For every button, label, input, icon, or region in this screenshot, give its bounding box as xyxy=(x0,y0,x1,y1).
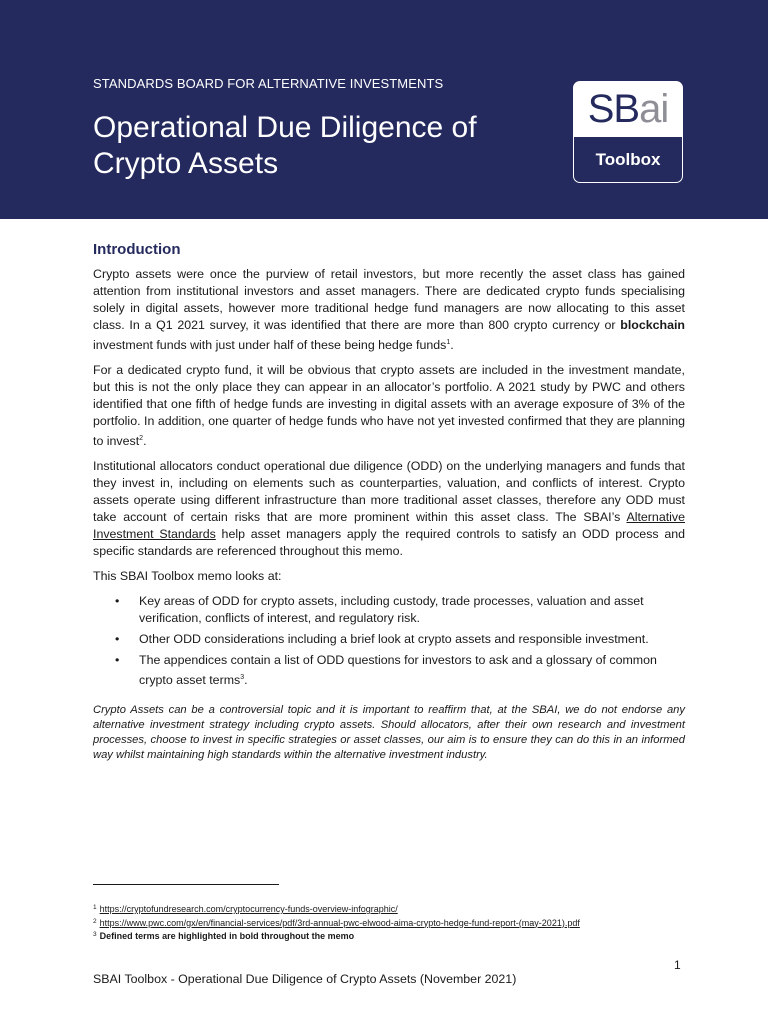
bullet-text-2: Other ODD considerations including a brief look at crypto assets and responsible investment. xyxy=(139,632,649,647)
intro-paragraph-3 xyxy=(93,458,685,560)
footnote-1 xyxy=(93,902,693,916)
footnote-ref-3[interactable]: 3 xyxy=(240,674,245,682)
defined-term-blockchain: blockchain xyxy=(620,318,685,332)
footnote-2 xyxy=(93,916,693,930)
section-heading: Introduction xyxy=(93,241,181,258)
p2-text: For a dedicated crypto fund, it will be obvious that crypto assets are included in the investment mandate, but this is not the only place they can appear in an allocator’s portfolio. A 2021 study by PWC and others identified that one fifth of hedge funds are investing in digital assets with an average exposure of 3% of the portfolio. In addition, one quarter of hedge funds who have not yet invested confirmed that they are planning to invest xyxy=(93,363,685,449)
page-number: 1 xyxy=(674,958,681,972)
footnote-link-pwc-report[interactable]: https://www.pwc.com/gx/en/financial-services/pdf/3rd-annual-pwc-elwood-aima-crypto-hedge-fund-report-(may-2021).pdf xyxy=(99,917,580,928)
page-footer: SBAI Toolbox - Operational Due Diligence of Crypto Assets (November 2021) xyxy=(93,972,517,986)
intro-paragraph-1 xyxy=(93,266,685,354)
list-item xyxy=(139,593,685,627)
document-body xyxy=(93,241,685,771)
disclaimer-paragraph: Crypto Assets can be a controversial topic and it is important to reaffirm that, at the SBAI, we do not endorse any alternative investment strategy including crypto assets. Should allocators, after their own research and investment processes, choose to invest in specific strategies or asset classes, our aim is to ensure they can do this in an informed way whilst maintaining high standards within the alternative investment industry. xyxy=(93,704,685,762)
bullet-text-3: The appendices contain a list of ODD questions for investors to ask and a glossary of common crypto asset terms xyxy=(139,653,657,688)
footnote-link-cryptofundresearch[interactable]: https://cryptofundresearch.com/cryptocurrency-funds-overview-infographic/ xyxy=(99,904,398,914)
p1-end: . xyxy=(450,338,454,353)
footnote-ref-1[interactable]: 1 xyxy=(446,339,451,346)
p3-tail: help asset managers apply the required controls to satisfy an ODD process and specific standards are referenced throughout this memo. xyxy=(93,527,685,559)
list-item xyxy=(139,631,685,648)
footnotes xyxy=(93,902,693,943)
logo-mark-light: ai xyxy=(639,87,669,131)
footnote-3 xyxy=(93,929,693,943)
bullet-text-1: Key areas of ODD for crypto assets, including custody, trade processes, valuation and asset verification, conflicts of interest, and regulatory risk. xyxy=(139,594,644,626)
footnote-divider xyxy=(93,884,279,885)
sbai-toolbox-logo xyxy=(573,81,683,183)
p1-text: Crypto assets were once the purview of retail investors, but more recently the asset class has gained attention from institutional investors and asset managers. There are dedicated crypto funds specialising solely in digital assets, however more traditional hedge fund managers are now allocating to this asset class. In a Q1 2021 survey, it was identified that there are more than 800 crypto currency or xyxy=(93,267,685,332)
footnote-number: 1 xyxy=(93,904,97,911)
organization-kicker: STANDARDS BOARD FOR ALTERNATIVE INVESTMENTS xyxy=(93,76,444,91)
footnote-number: 3 xyxy=(93,931,97,938)
p2-end: . xyxy=(143,434,147,449)
header-banner xyxy=(0,0,768,219)
logo-mark-dark: SB xyxy=(587,87,640,131)
footnote-number: 2 xyxy=(93,917,97,925)
document-title xyxy=(93,110,553,182)
sbai-logo-mark xyxy=(574,86,682,132)
alternative-investment-standards-link[interactable]: Alternative Investment Standards xyxy=(93,510,685,542)
intro-paragraph-4: This SBAI Toolbox memo looks at: xyxy=(93,569,282,584)
title-line-2: Crypto Assets xyxy=(93,147,279,180)
intro-paragraph-2 xyxy=(93,362,685,450)
logo-caption: Toolbox xyxy=(574,137,682,182)
bullet-3-end: . xyxy=(244,673,248,688)
memo-topics-list xyxy=(93,593,685,689)
title-line-1: Operational Due Diligence of xyxy=(93,111,477,144)
p3-text: Institutional allocators conduct operational due diligence (ODD) on the underlying managers and funds that they invest in, including on elements such as counterparties, valuation, and conflicts of interest. Crypto assets operate using different infrastructure than more traditional asset classes, therefore any ODD must take account of certain risks that are more prominent within this asset class. The SBAI’s xyxy=(93,459,685,525)
footnote-defined-terms: Defined terms are highlighted in bold throughout the memo xyxy=(99,931,355,941)
p1-tail: investment funds with just under half of these being hedge funds xyxy=(93,338,447,353)
list-item xyxy=(139,652,685,689)
footnote-ref-2[interactable]: 2 xyxy=(139,435,144,443)
